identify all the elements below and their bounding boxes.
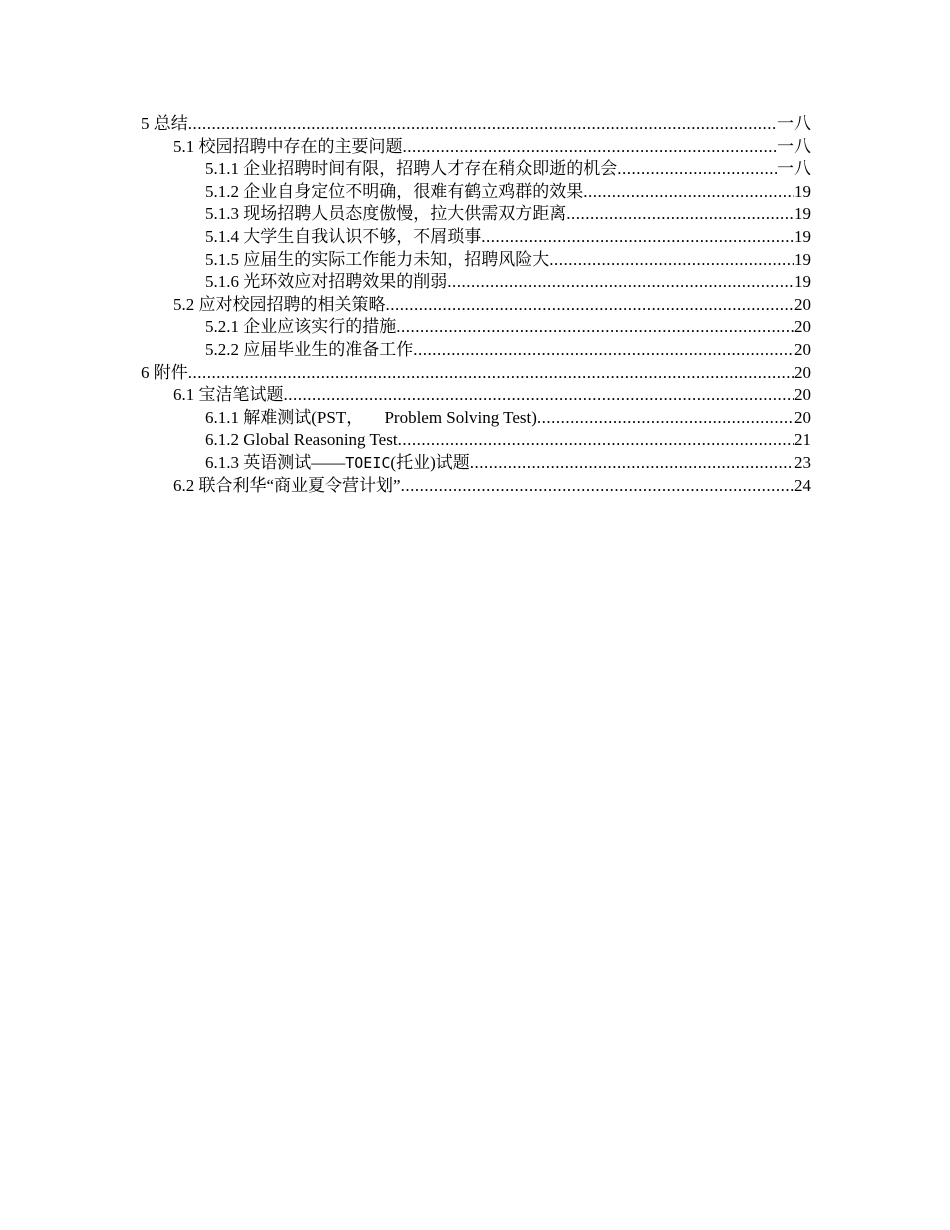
toc-entry-title: 6.1.2 Global Reasoning Test (205, 430, 398, 450)
toc-entry-title-suffix: (托业)试题 (390, 452, 470, 472)
toc-entry[interactable] (141, 271, 811, 294)
toc-entry[interactable] (141, 384, 811, 407)
toc-entry[interactable] (141, 181, 811, 204)
toc-entry[interactable] (141, 452, 811, 475)
toc-dot-leader (583, 181, 794, 204)
toc-dot-leader (566, 203, 794, 226)
toc-entry-title: 5.1.1 企业招聘时间有限，招聘人才存在稍众即逝的机会 (205, 159, 618, 179)
toc-entry-page: 20 (794, 407, 811, 427)
toc-dot-leader (188, 362, 794, 385)
toc-entry[interactable] (141, 113, 811, 136)
toc-entry[interactable] (141, 249, 811, 272)
toc-entry-title: 5.1.4 大学生自我认识不够，不屑琐事 (205, 226, 482, 246)
toc-dot-leader (617, 158, 777, 181)
toc-entry-title: 5.2 应对校园招聘的相关策略 (173, 294, 386, 314)
toc-entry-title: 5.1.5 应届生的实际工作能力未知，招聘风险大 (205, 249, 550, 269)
toc-dot-leader (549, 249, 794, 272)
toc-entry[interactable] (141, 407, 811, 430)
toc-entry-title: 5.2.2 应届毕业生的准备工作 (205, 339, 414, 359)
toc-entry-page: 23 (794, 452, 811, 472)
toc-dot-leader (413, 339, 794, 362)
toc-entry-title: 6.1 宝洁笔试题 (173, 385, 284, 405)
toc-entry-page: 一八 (777, 136, 811, 156)
toc-dot-leader (537, 407, 794, 430)
toc-dot-leader (470, 452, 794, 475)
toc-entry-title: 5.1.3 现场招聘人员态度傲慢，拉大供需双方距离 (205, 204, 567, 224)
toc-entry-title: 5.1 校园招聘中存在的主要问题 (173, 136, 403, 156)
toc-dot-leader (188, 113, 777, 136)
toc-entry-title: 5.2.1 企业应该实行的措施 (205, 317, 397, 337)
toc-entry-title: 6 附件 (141, 362, 188, 382)
toc-entry-title-prefix: 6.1.3 英语测试—— (205, 452, 346, 472)
toc-entry-page: 19 (794, 181, 811, 201)
toc-entry-title: 5.1.6 光环效应对招聘效果的削弱 (205, 272, 448, 292)
toc-entry-page: 19 (794, 226, 811, 246)
toc-entry-title (205, 452, 470, 475)
toc-entry-title-mono: TOEIC (345, 453, 391, 472)
toc-entry-title: 6.1.1 解难测试(PST， Problem Solving Test) (205, 407, 537, 427)
toc-dot-leader (447, 271, 794, 294)
toc-entry-page: 19 (794, 272, 811, 292)
toc-dot-leader (398, 429, 794, 452)
toc-entry-title: 5 总结 (141, 114, 188, 133)
toc-entry-title: 5.1.2 企业自身定位不明确，很难有鹤立鸡群的效果 (205, 181, 584, 201)
toc-dot-leader (396, 316, 794, 339)
toc-entry-page: 24 (794, 475, 811, 495)
toc-entry[interactable] (141, 203, 811, 226)
toc-dot-leader (403, 136, 778, 159)
toc-entry-title: 6.2 联合利华“商业夏令营计划” (173, 475, 401, 495)
toc-entry-page: 20 (794, 339, 811, 359)
toc-entry-page: 19 (794, 249, 811, 269)
toc-entry-page: 20 (794, 317, 811, 337)
toc-entry-page: 21 (794, 430, 811, 450)
toc-entry[interactable] (141, 316, 811, 339)
toc-entry[interactable] (141, 475, 811, 498)
toc-entry[interactable] (141, 294, 811, 317)
toc-entry-page: 一八 (777, 114, 811, 133)
toc-entry[interactable] (141, 158, 811, 181)
toc-entry-page: 19 (794, 204, 811, 224)
toc-dot-leader (481, 226, 794, 249)
toc-entry-page: 20 (794, 385, 811, 405)
toc-dot-leader (401, 475, 794, 498)
toc-entry-page: 20 (794, 294, 811, 314)
toc-entry[interactable] (141, 339, 811, 362)
toc-entry[interactable] (141, 136, 811, 159)
toc-entry-page: 一八 (777, 159, 811, 179)
toc-dot-leader (386, 294, 795, 317)
toc-entry-page: 20 (794, 362, 811, 382)
toc-entry[interactable] (141, 362, 811, 385)
toc-entry[interactable] (141, 429, 811, 452)
toc-entry[interactable] (141, 226, 811, 249)
table-of-contents (141, 113, 811, 497)
toc-dot-leader (284, 384, 795, 407)
